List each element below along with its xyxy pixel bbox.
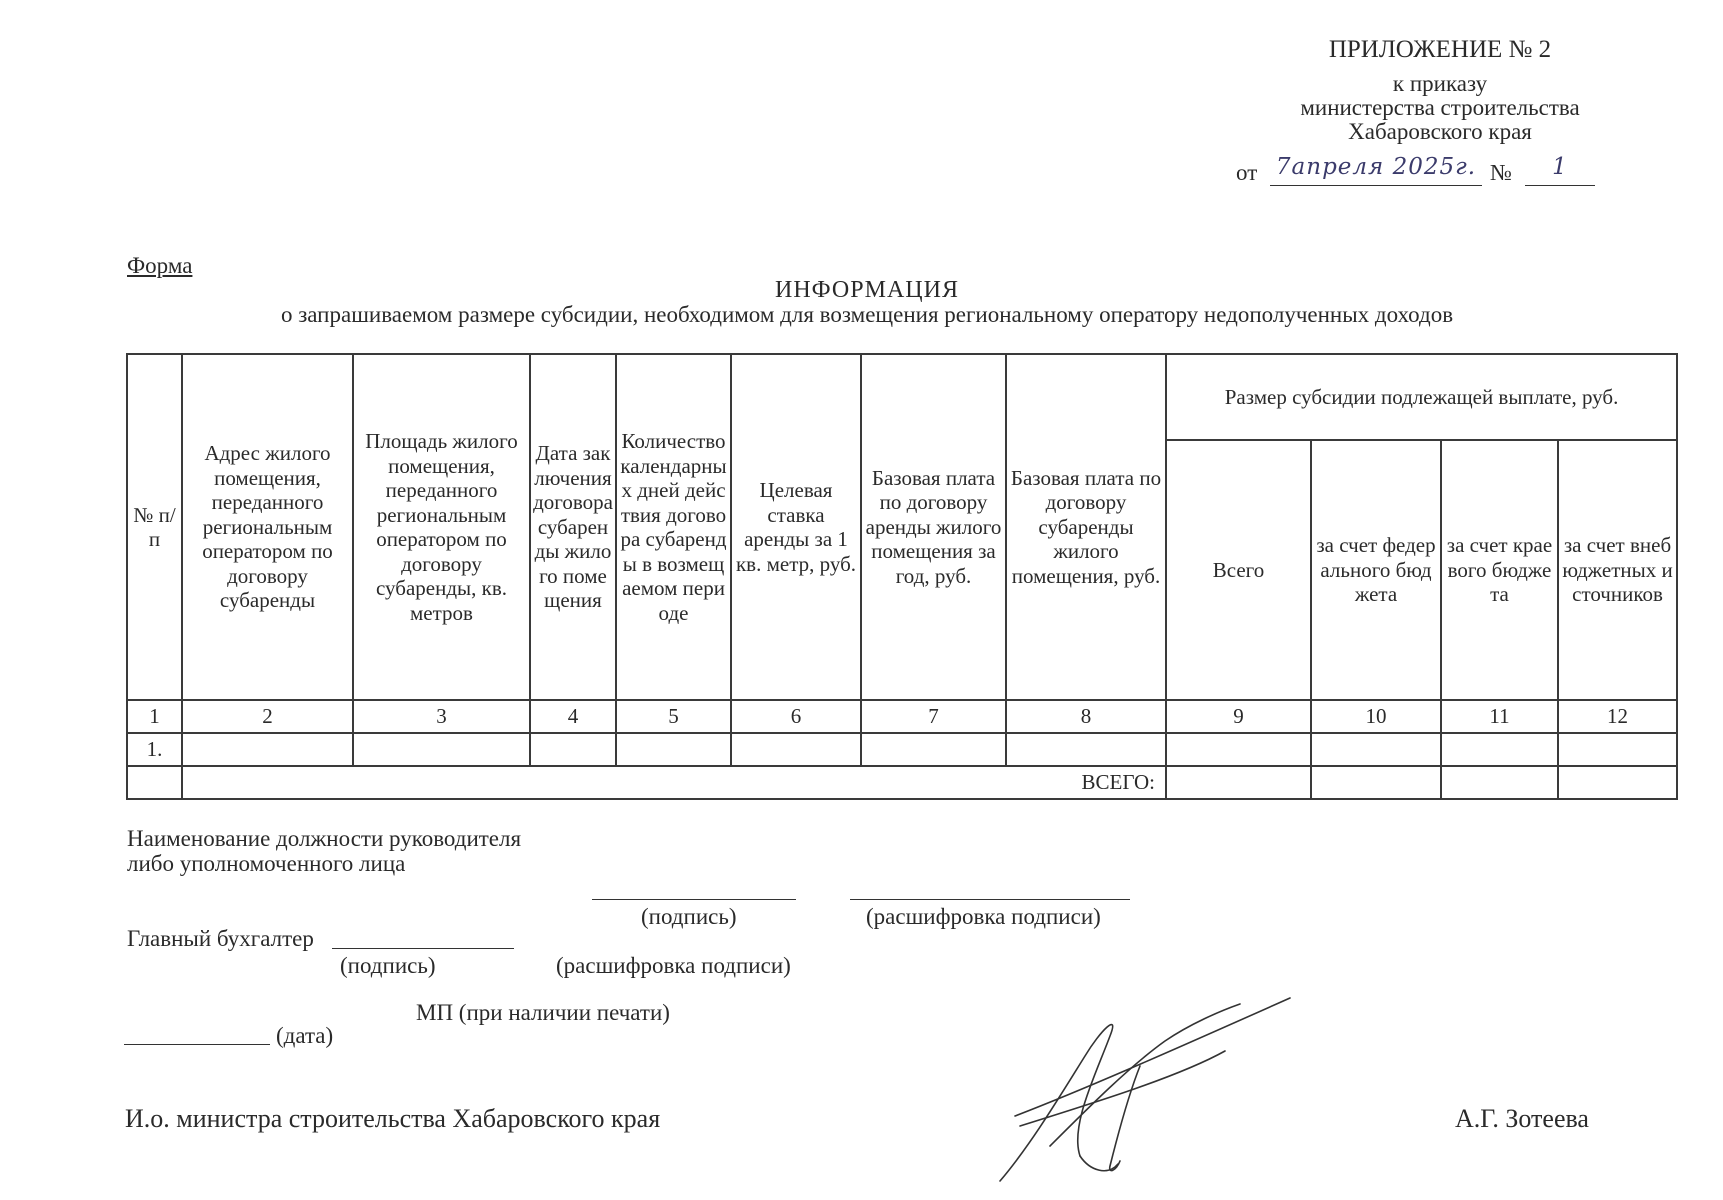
decode-line — [850, 899, 1130, 900]
total-cell[interactable] — [1558, 766, 1677, 799]
header-total: Всего — [1166, 440, 1311, 700]
date-caption: (дата) — [276, 1023, 334, 1048]
column-number: 5 — [616, 700, 731, 733]
appendix-line-2: министерства строительства — [1300, 95, 1580, 120]
header-days: Количество календарных дней действия договора субаренды в возмещаемом периоде — [616, 354, 731, 700]
document-subtitle: о запрашиваемом размере субсидии, необходимом для возмещения региональному оператору недополученных доходов — [280, 302, 1454, 327]
accountant-decode-caption: (расшифровка подписи) — [556, 953, 791, 978]
total-cell[interactable] — [1441, 766, 1558, 799]
decode-caption: (расшифровка подписи) — [866, 904, 1101, 929]
table-cell — [127, 766, 182, 799]
column-number: 11 — [1441, 700, 1558, 733]
table-cell[interactable] — [353, 733, 530, 766]
column-number: 4 — [530, 700, 616, 733]
order-number-prefix: № — [1490, 160, 1512, 185]
handwritten-signature — [990, 996, 1300, 1186]
form-label: Форма — [127, 253, 193, 278]
header-subsidy-group: Размер субсидии подлежащей выплате, руб. — [1166, 354, 1677, 440]
table-cell[interactable] — [616, 733, 731, 766]
header-area: Площадь жилого помещения, переданного региональным оператором по договору субаренды, кв. метров — [353, 354, 530, 700]
footer-position: И.о. министра строительства Хабаровского края — [125, 1104, 661, 1133]
header-address: Адрес жилого помещения, переданного региональным оператором по договору субаренды — [182, 354, 353, 700]
column-number: 12 — [1558, 700, 1677, 733]
order-number-value: 1 — [1552, 154, 1568, 180]
chief-accountant-label: Главный бухгалтер — [127, 926, 314, 951]
table-row — [127, 733, 1677, 766]
order-date-prefix: от — [1236, 160, 1258, 185]
order-date-value: 7апреля 2025г. — [1275, 154, 1477, 180]
total-row — [127, 766, 1677, 799]
table-cell[interactable] — [861, 733, 1006, 766]
subsidy-table — [126, 353, 1678, 800]
column-number: 3 — [353, 700, 530, 733]
footer-name: А.Г. Зотеева — [1455, 1104, 1589, 1133]
total-cell[interactable] — [1166, 766, 1311, 799]
total-label: ВСЕГО: — [182, 766, 1166, 799]
order-number-line — [1525, 185, 1595, 186]
appendix-line-3: Хабаровского края — [1348, 119, 1532, 144]
signature-caption: (подпись) — [641, 904, 737, 929]
document-title: ИНФОРМАЦИЯ — [775, 277, 959, 303]
header-num: № п/п — [127, 354, 182, 700]
column-number: 6 — [731, 700, 861, 733]
column-number: 7 — [861, 700, 1006, 733]
table-cell[interactable] — [530, 733, 616, 766]
column-number: 8 — [1006, 700, 1166, 733]
header-base-sublease: Базовая плата по договору субаренды жилого помещения, руб. — [1006, 354, 1166, 700]
column-number: 2 — [182, 700, 353, 733]
table-cell[interactable] — [1166, 733, 1311, 766]
header-extra-budget: за счет внебюджетных источников — [1558, 440, 1677, 700]
column-number-row — [127, 700, 1677, 733]
header-base-rent: Базовая плата по договору аренды жилого помещения за год, руб. — [861, 354, 1006, 700]
row-number: 1. — [127, 733, 182, 766]
header-regional: за счет краевого бюджета — [1441, 440, 1558, 700]
order-date-line — [1270, 185, 1482, 186]
table-cell[interactable] — [731, 733, 861, 766]
table-cell[interactable] — [1006, 733, 1166, 766]
date-line — [124, 1044, 270, 1045]
column-number: 10 — [1311, 700, 1441, 733]
header-target-rate: Целевая ставка аренды за 1 кв. метр, руб. — [731, 354, 861, 700]
table-cell[interactable] — [1311, 733, 1441, 766]
header-contract-date: Дата заключения договора субаренды жилого помещения — [530, 354, 616, 700]
table-cell[interactable] — [182, 733, 353, 766]
column-number: 1 — [127, 700, 182, 733]
stamp-label: МП (при наличии печати) — [416, 1000, 670, 1025]
header-federal: за счет федерального бюджета — [1311, 440, 1441, 700]
total-cell[interactable] — [1311, 766, 1441, 799]
signature-line — [592, 899, 796, 900]
table-cell[interactable] — [1441, 733, 1558, 766]
appendix-title: ПРИЛОЖЕНИЕ № 2 — [1328, 36, 1552, 63]
accountant-signature-caption: (подпись) — [340, 953, 436, 978]
column-number: 9 — [1166, 700, 1311, 733]
appendix-line-1: к приказу — [1392, 71, 1488, 96]
accountant-signature-line — [332, 948, 514, 949]
appendix-block — [1240, 36, 1640, 144]
position-label: Наименование должности руководителя либо уполномоченного лица — [127, 826, 522, 876]
table-cell[interactable] — [1558, 733, 1677, 766]
